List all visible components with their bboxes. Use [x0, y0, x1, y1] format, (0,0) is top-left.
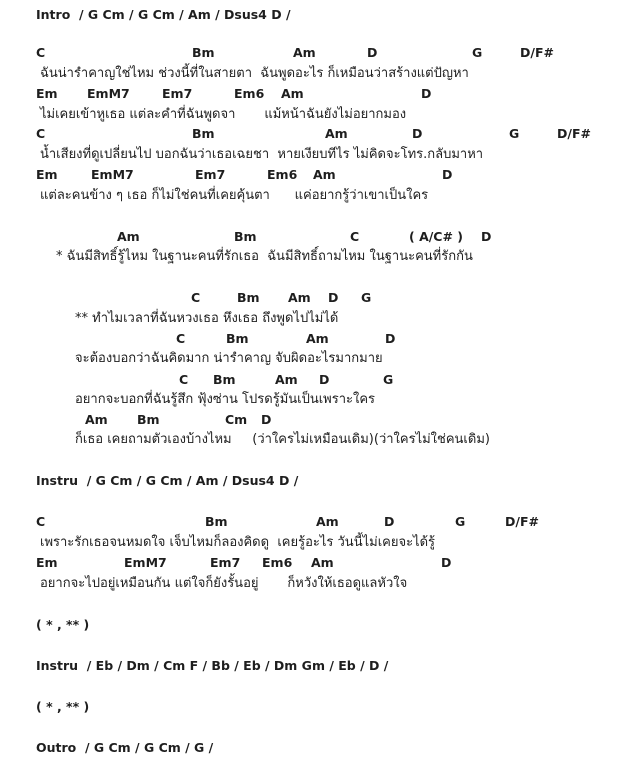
chord: D — [441, 555, 452, 570]
chord: Em — [36, 86, 58, 101]
chord: Bm — [192, 126, 215, 141]
intro-line: Intro / G Cm / G Cm / Am / Dsus4 D / — [36, 7, 291, 22]
chord: Em — [36, 555, 58, 570]
instrumental-line: Instru / Eb / Dm / Cm F / Bb / Eb / Dm Gm / Eb / D / — [36, 658, 389, 673]
chord: C — [176, 331, 186, 346]
chord: EmM7 — [124, 555, 167, 570]
chord: Bm — [205, 514, 228, 529]
chord: D/F# — [557, 126, 591, 141]
chord: Bm — [226, 331, 249, 346]
chord: Am — [325, 126, 348, 141]
lyric-line: อยากจะไปอยู่เหมือนกัน แต่ใจก็ยังรั้นอยู่ ก็หวังให้เธอดูแลหัวใจ — [40, 576, 408, 591]
chord: EmM7 — [91, 167, 134, 182]
chord: Bm — [137, 412, 160, 427]
chord: D — [261, 412, 272, 427]
chord: Am — [117, 229, 140, 244]
chord: Am — [311, 555, 334, 570]
lyric-line: ไม่เคยเข้าหูเธอ แต่ละคำที่ฉันพูดจา แม้หน้าฉันยังไม่อยากมอง — [40, 107, 407, 122]
chord: Em6 — [234, 86, 265, 101]
lyric-line: ก็เธอ เคยถามตัวเองบ้างไหม (ว่าใครไม่เหมือนเดิม)(ว่าใครไม่ใช่คนเดิม) — [75, 432, 490, 447]
lyric-line: เพราะรักเธอจนหมดใจ เจ็บไหมก็ลองคิดดู เคยรู้อะไร วันนี้ไม่เคยจะได้รู้ — [40, 535, 436, 550]
chord: C — [36, 126, 46, 141]
repeat-marker: ( * , ** ) — [36, 617, 90, 632]
repeat-marker: ( * , ** ) — [36, 699, 90, 714]
chord: Bm — [213, 372, 236, 387]
outro-line: Outro / G Cm / G Cm / G / — [36, 740, 214, 755]
chord: C — [179, 372, 189, 387]
chord: Am — [275, 372, 298, 387]
chord: G — [383, 372, 394, 387]
chord: Am — [306, 331, 329, 346]
chord: Em7 — [195, 167, 226, 182]
chord: Am — [316, 514, 339, 529]
chord: Em6 — [262, 555, 293, 570]
chord: Bm — [237, 290, 260, 305]
chord: D — [319, 372, 330, 387]
chord: D/F# — [505, 514, 539, 529]
chord: D — [384, 514, 395, 529]
chord: Em7 — [210, 555, 241, 570]
chord: D/F# — [520, 45, 554, 60]
chord: Bm — [192, 45, 215, 60]
chord: C — [36, 514, 46, 529]
lyric-line: แต่ละคนข้าง ๆ เธอ ก็ไม่ใช่คนที่เคยคุ้นตา แค่อยากรู้ว่าเขาเป็นใคร — [40, 188, 429, 203]
chord: Am — [85, 412, 108, 427]
instrumental-line: Instru / G Cm / G Cm / Am / Dsus4 D / — [36, 473, 299, 488]
chord: Am — [313, 167, 336, 182]
lyric-line: จะต้องบอกว่าฉันคิดมาก น่ารำคาญ จับผิดอะไรมากมาย — [75, 351, 383, 366]
lyric-line: ** ทำไมเวลาที่ฉันหวงเธอ หึงเธอ ถึงพูดไปไม่ได้ — [75, 311, 339, 326]
chord: Am — [281, 86, 304, 101]
chord: Em7 — [162, 86, 193, 101]
chord: Cm — [225, 412, 248, 427]
chord: Am — [293, 45, 316, 60]
chord: Bm — [234, 229, 257, 244]
chord: C — [36, 45, 46, 60]
chord: EmM7 — [87, 86, 130, 101]
lyric-line: * ฉันมีสิทธิ์รู้ไหม ในฐานะคนที่รักเธอ ฉันมีสิทธิ์ถามไหม ในฐานะคนที่รักกัน — [56, 249, 473, 264]
chord: Em6 — [267, 167, 298, 182]
lyric-line: น้ำเสียงที่ดูเปลี่ยนไป บอกฉันว่าเธอเฉยชา หายเงียบทีไร ไม่คิดจะโทร.กลับมาหา — [40, 147, 484, 162]
chord: ( A/C# ) — [409, 229, 464, 244]
chord: D — [385, 331, 396, 346]
chord: G — [455, 514, 466, 529]
chord: C — [350, 229, 360, 244]
chord: D — [421, 86, 432, 101]
chord: Am — [288, 290, 311, 305]
chord: G — [509, 126, 520, 141]
chord: D — [442, 167, 453, 182]
chord: G — [472, 45, 483, 60]
chord: D — [328, 290, 339, 305]
chord: D — [481, 229, 492, 244]
chord: C — [191, 290, 201, 305]
chord: D — [367, 45, 378, 60]
lyric-line: ฉันน่ารำคาญใช่ไหม ช่วงนี้ที่ในสายตา ฉันพูดอะไร ก็เหมือนว่าสร้างแต่ปัญหา — [40, 66, 469, 81]
chord: D — [412, 126, 423, 141]
chord: G — [361, 290, 372, 305]
lyric-line: อยากจะบอกที่ฉันรู้สึก ฟุ้งซ่าน โปรดรู้มันเป็นเพราะใคร — [75, 392, 376, 407]
chord: Em — [36, 167, 58, 182]
